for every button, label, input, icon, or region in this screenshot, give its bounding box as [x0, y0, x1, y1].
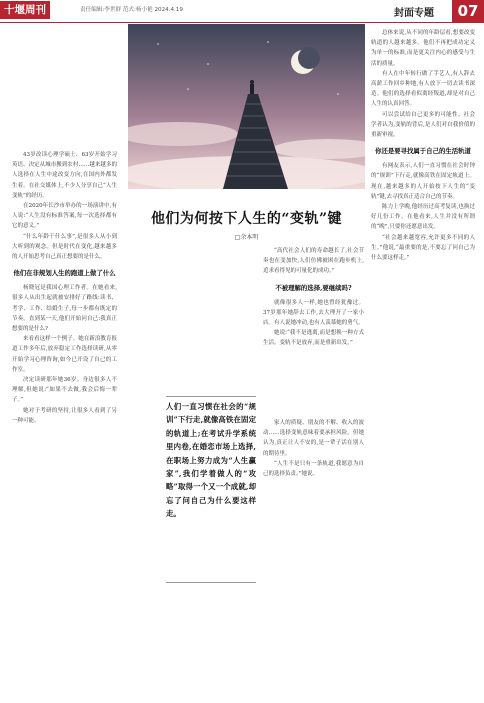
section-heading: 不被理解的选择,要继续吗? — [275, 283, 352, 292]
divider — [166, 582, 256, 583]
article-byline: □余本明 — [234, 234, 259, 241]
paragraph: 她对于考研的坚持,让很多人看到了另一种可能。 — [12, 407, 117, 424]
paragraph: 总体来说,从不同的年龄层看,想要改变轨道的人越来越多。他们不再把成功定义为单一的标准,而是更关注内心的感受与生活的质量。 — [371, 30, 475, 67]
article-column-2-bottom — [263, 418, 364, 479]
article-title: 他们为何按下人生的“变轨”键 — [150, 211, 343, 227]
page-header — [0, 0, 484, 23]
article-column-1 — [12, 150, 117, 426]
paragraph: 陈力上学晚,他经历过高考复读,也换过好几份工作。在他看来,人生并没有所谓的“晚”,只要你还愿意出发。 — [371, 204, 475, 231]
paragraph: “什么年龄干什么事”,是很多人从小到大听到的观念。但是时代在变化,越来越多的人开始思考自己真正想要的是什么。 — [12, 233, 117, 261]
editor-credits: 责任编辑:李世群 范式:杨小艳 2024.4.19 — [80, 7, 183, 13]
paragraph: 决定读研那年她36岁。身边很多人不理解,但她说:“如果不去做,我会后悔一辈子。” — [12, 377, 117, 404]
paragraph: 可以尝试给自己更多的可能性。社会学者认为,变轨的背后,是人们对自我价值的重新审视。 — [371, 111, 475, 139]
paragraph: “人生不是只有一条轨道,我愿意为自己的选择负责。”她说。 — [263, 460, 364, 478]
paragraph: 就像很多人一样,她也曾经犹豫过。37岁那年她辞去工作,去大理开了一家小店。有人说她冲动,也有人羡慕她的勇气。 — [263, 299, 364, 327]
masthead: 十堰周刊 — [0, 1, 50, 19]
night-sky-staircase-image — [128, 24, 365, 189]
cover-illustration — [128, 24, 365, 189]
paragraph: 来看看这样一个例子。她在新浪教育报道工作多年后,放弃稳定工作选择读研,从零开始学习心理咨询,如今已开设了自己的工作室。 — [12, 336, 117, 373]
paragraph: “高代社会人们的寿命越长了,社会节奏也在变加快,人们仿佛被困在跑步机上,追求看得见的可量化的成功。” — [263, 248, 364, 275]
article-column-3 — [371, 28, 475, 263]
section-title: 封面专题 — [394, 8, 434, 19]
article-column-2-top — [263, 246, 364, 349]
divider — [166, 396, 256, 397]
paragraph: 杨晓冠是我国心理工作者。在她看来,很多人从出生起就被安排好了路线:读书、考学、工作、结婚生子,每一步都有既定的节奏。直到某一天,他们开始问自己:我真正想要的是什么? — [12, 285, 117, 333]
pull-quote: 人们一直习惯在社会的“规训”下行走,就像高铁在固定的轨道上;在考试升学系统里内卷,在婚恋市场上选择,在职场上努力成为“人生赢家”,我们学着做人的“攻略”取得一个又一个成就,却忘了问自己为什么要这样走。 — [166, 402, 256, 519]
paragraph: “社会越来越宽容,允许更多不同的人生。”他说,“最重要的是,不要忘了问自己为什么要这样走。” — [371, 234, 475, 262]
paragraph: 有人在中年转行做了手艺人,有人辞去高薪工作回乡种地,有人放下一切去读书深造。他们的选择看似离经叛道,却是对自己人生的认真回答。 — [371, 70, 475, 108]
paragraph: 在2020年长沙市举办的一场演讲中,有人说:“人生没有标准答案,每一次选择都有它的意义。” — [12, 203, 117, 230]
paragraph: 43岁改读心理学硕士、63岁开始学习英语、决定从城市搬到农村……越来越多的人选择在人生中途改变方向,在国内外都发生着。在社交媒体上,不少人分享自己“人生变轨”的经历。 — [12, 152, 117, 199]
paragraph: 她说:“我不是逃离,而是想换一种方式生活。变轨不是放弃,而是重新出发。” — [263, 330, 364, 347]
paragraph: 有网友表示,人们一直习惯在社会时钟的“规训”下行走,就像高铁在固定轨道上。现在,越来越多的人开始按下人生的“变轨”键,去寻找真正适合自己的节奏。 — [371, 163, 475, 200]
paragraph: 家人的质疑、朋友的不解、收入的波动……选择变轨意味着要承担风险。但她认为,真正让人不安的,是一辈子活在别人的期待里。 — [263, 420, 364, 457]
section-heading: 你还是要寻找属于自己的生活轨道 — [375, 147, 471, 156]
section-heading: 他们在非规划人生的跑道上做了什么 — [13, 269, 116, 278]
page-number: 07 — [452, 0, 484, 22]
